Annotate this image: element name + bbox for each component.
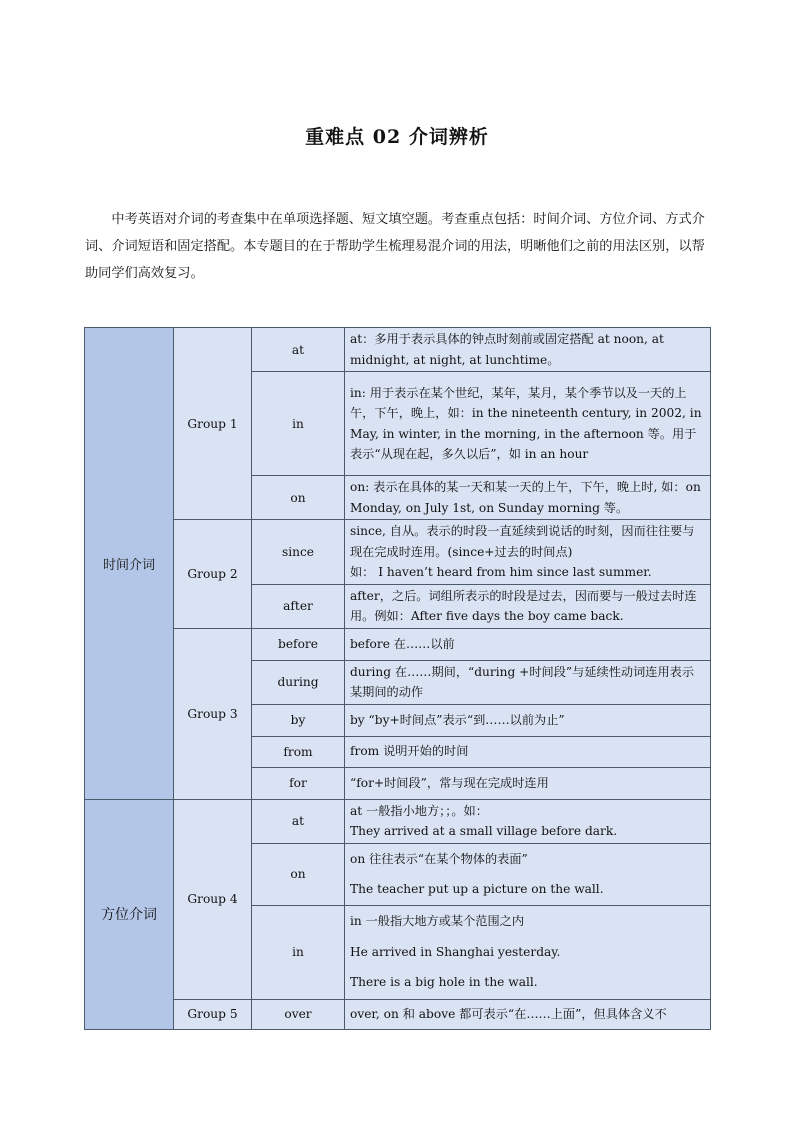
category-cell: 方位介词 [85, 799, 174, 1029]
description-line: before 在……以前 [350, 636, 455, 651]
table-row [85, 628, 711, 660]
description-line: “for+时间段”，常与现在完成时连用 [350, 775, 549, 790]
description-line: The teacher put up a picture on the wall. [350, 882, 604, 896]
preposition-cell: for [252, 767, 345, 799]
table-row [85, 799, 711, 843]
preposition-cell: in [252, 372, 345, 476]
description-line: during 在……期间，“during +时间段”与延续性动词连用表示某期间的动作 [350, 664, 695, 699]
category-cell: 时间介词 [85, 328, 174, 800]
description-line: He arrived in Shanghai yesterday. [350, 944, 561, 959]
description-line: 如： I haven’t heard from him since last summer. [350, 565, 652, 579]
preposition-cell: at [252, 799, 345, 843]
description-line: from 说明开始的时间 [350, 744, 469, 759]
preposition-cell: on [252, 843, 345, 905]
description-cell [345, 799, 711, 843]
description-line: on 往往表示“在某个物体的表面” [350, 851, 528, 866]
table-row [85, 520, 711, 585]
preposition-cell: at [252, 328, 345, 372]
preposition-table [84, 327, 711, 1030]
description-cell [345, 476, 711, 520]
description-line: at：多用于表示具体的钟点时刻前或固定搭配 at noon, at midnight, at night, at lunchtime。 [350, 332, 664, 367]
description-cell [345, 660, 711, 704]
description-cell [345, 584, 711, 628]
description-cell [345, 372, 711, 476]
description-line: after，之后。词组所表示的时段是过去，因而要与一般过去时连用。例如：After five days the boy came back. [350, 588, 697, 623]
preposition-cell: since [252, 520, 345, 585]
description-line: on: 表示在具体的某一天和某一天的上午，下午，晚上时, 如：on Monday, on July 1st, on Sunday morning 等。 [350, 480, 701, 515]
description-cell [345, 736, 711, 767]
description-cell [345, 628, 711, 660]
preposition-cell: on [252, 476, 345, 520]
description-line: in: 用于表示在某个世纪，某年，某月，某个季节以及一天的上午，下午，晚上，如：in the nineteenth century, in 2002, in May, in winter, in the morning, in the afternoon 等。用于表示“从现在起，多久以后”，如 in an hour [350, 385, 702, 461]
group-cell: Group 3 [174, 628, 252, 799]
description-line: over, on 和 above 都可表示“在……上面”，但具体含义不 [350, 1006, 667, 1021]
description-cell [345, 704, 711, 736]
description-line: at 一般指小地方；；。如： [350, 803, 488, 818]
preposition-cell: after [252, 584, 345, 628]
description-cell [345, 767, 711, 799]
intro-paragraph: 中考英语对介词的考查集中在单项选择题、短文填空题。考查重点包括：时间介词、方位介词、方式介词、介词短语和固定搭配。本专题目的在于帮助学生梳理易混介词的用法，明晰他们之前的用法区别，以帮助同学们高效复习。 [85, 212, 705, 281]
preposition-cell: over [252, 999, 345, 1029]
description-line: in 一般指大地方或某个范围之内 [350, 914, 525, 929]
group-cell: Group 2 [174, 520, 252, 629]
table-row [85, 999, 711, 1029]
group-cell: Group 5 [174, 999, 252, 1029]
preposition-cell: from [252, 736, 345, 767]
group-cell: Group 4 [174, 799, 252, 999]
preposition-cell: during [252, 660, 345, 704]
table-row [85, 328, 711, 372]
description-line: since, 自从。表示的时段一直延续到说话的时刻，因而往往要与现在完成时连用。(since+过去的时间点) [350, 524, 695, 559]
description-line: There is a big hole in the wall. [350, 975, 538, 990]
page-title: 重难点 02 介词辨析 [305, 126, 489, 148]
description-cell [345, 328, 711, 372]
group-cell: Group 1 [174, 328, 252, 520]
preposition-cell: by [252, 704, 345, 736]
preposition-cell: in [252, 905, 345, 999]
description-cell [345, 520, 711, 585]
description-line: by “by+时间点”表示“到……以前为止” [350, 712, 565, 727]
preposition-cell: before [252, 628, 345, 660]
description-cell [345, 843, 711, 905]
description-line: They arrived at a small village before dark. [350, 824, 618, 838]
description-cell [345, 905, 711, 999]
description-cell [345, 999, 711, 1029]
